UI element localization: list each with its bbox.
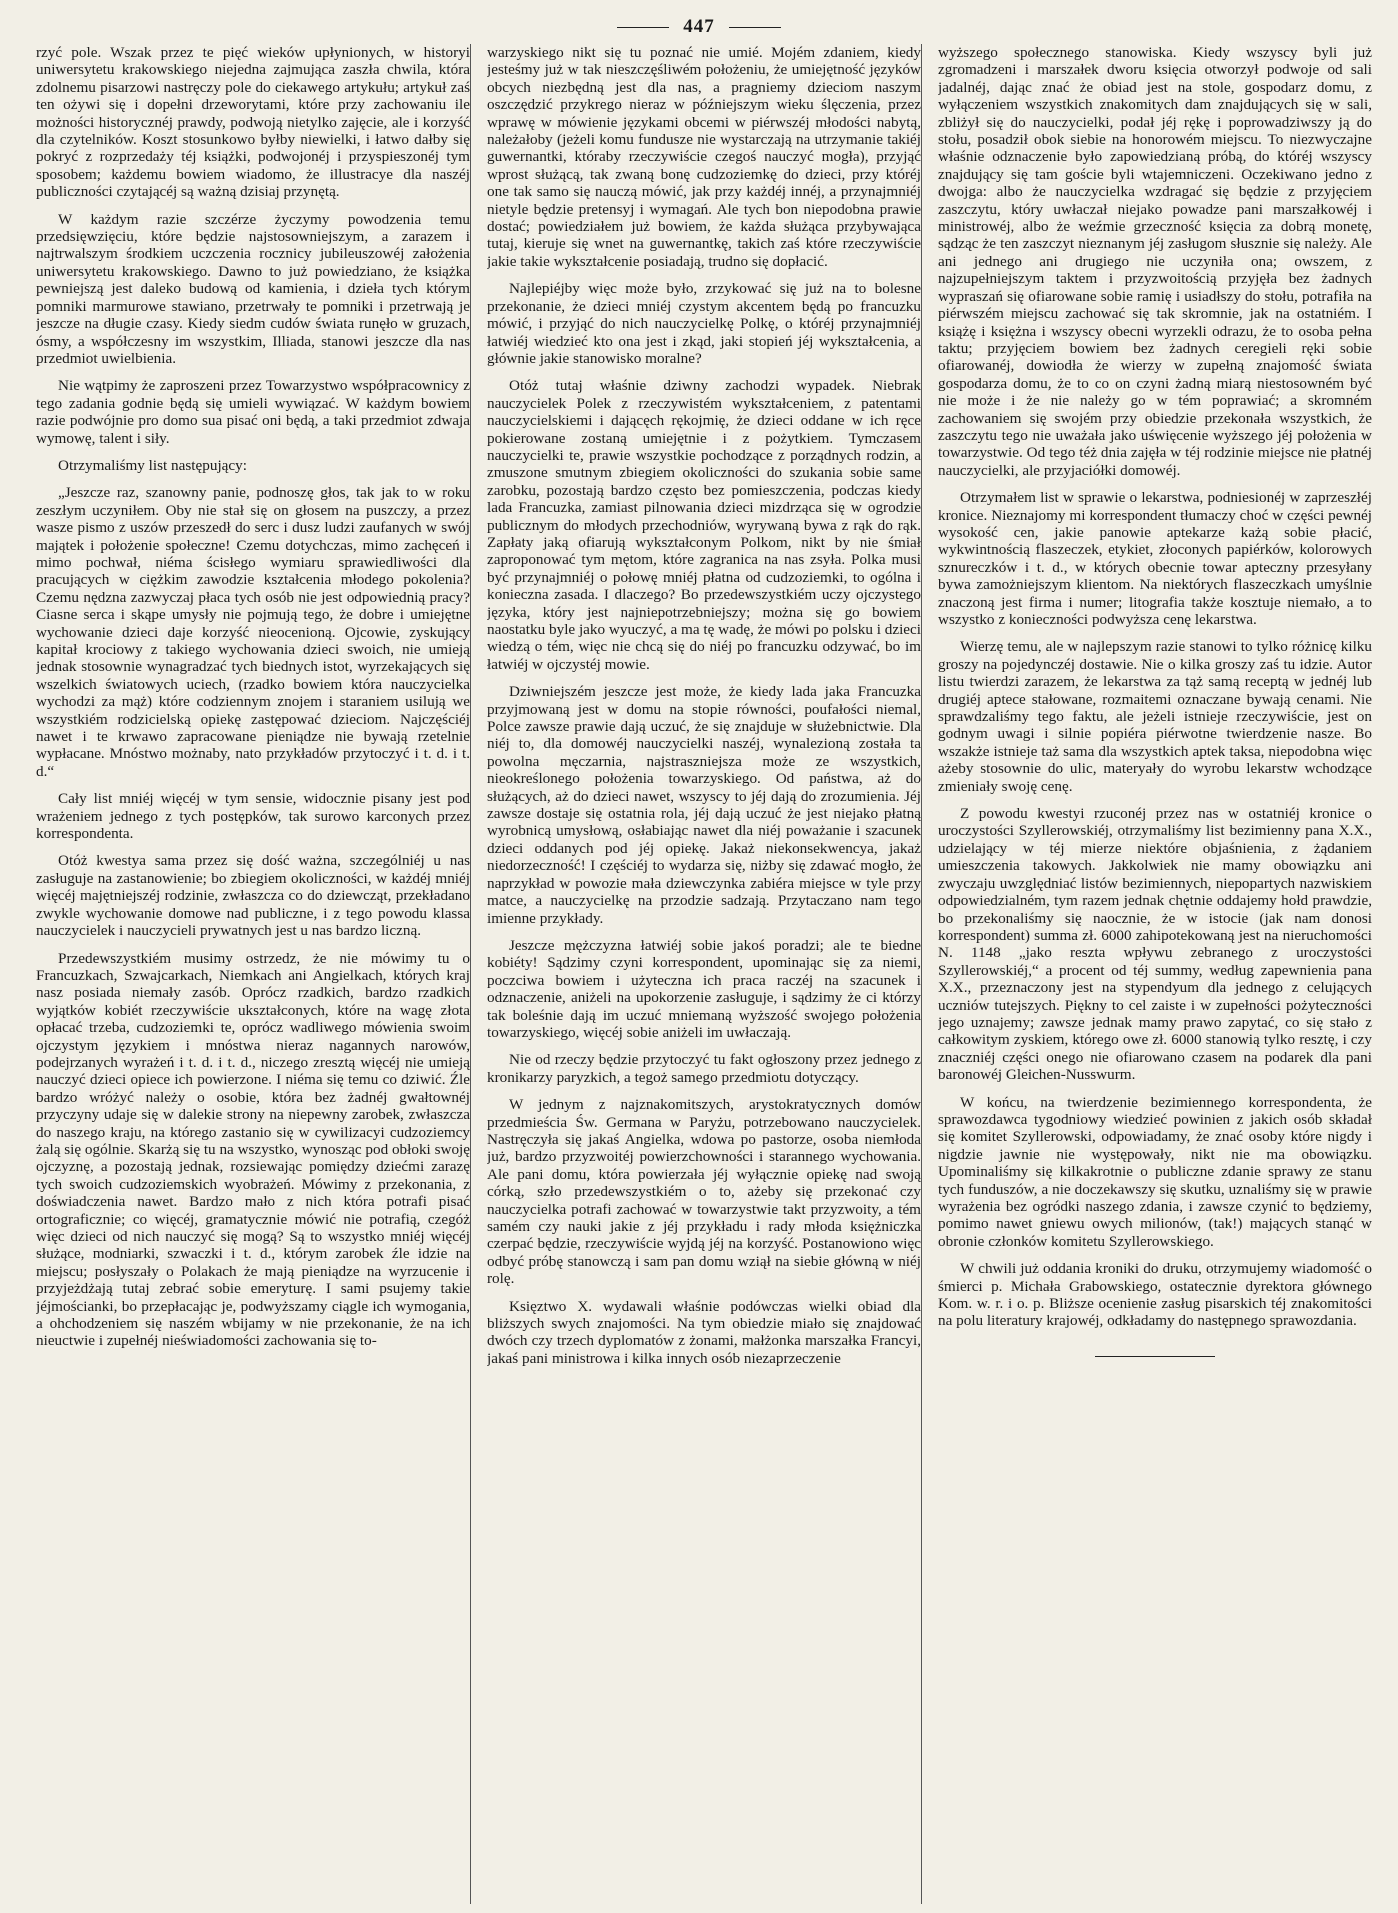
header-rule-left: [617, 27, 669, 28]
paragraph: Nie od rzeczy będzie przytoczyć tu fakt ogłoszony przez jednego z kronikarzy paryzkich, a tegoż samego przedmiotu dotyczący.: [487, 1051, 921, 1086]
paragraph: wyższego społecznego stanowiska. Kiedy wszyscy byli już zgromadzeni i marszałek dworu księcia otworzył podwoje od sali jadalnéj, dając znać że obiad jest na stole, gospodarz domu, z wyłączeniem wszystkich znakomitych dam znajdujących się w sali, zbliżył się do nauczycielki, podał jéj rękę i poprowadziwszy ją do stołu, posadził obok siebie na honorowém miejscu. To niezwyczajne właśnie odznaczenie było zapowiedzianą próbą, do któréj wszyscy znajdujący się tam goście byli wtajemniczeni. Oczekiwano jedno z dwojga: albo że nauczycielka wzdragać się będzie z przyjęciem zaszczytu, który uwłaczał niejako powadze pani marszałkowéj i ministrowéj, albo że weźmie grzeczność księcia za dobrą monetę, sądząc że ten zaszczyt nieznanym jéj zasługom słusznie się należy. Ale ani jednego ani drugiego nie uczyniła ona; owszem, z najzupełniejszym taktem i przyzwoitością przyjęła bez żadnych wypraszań się ofiarowane sobie ramię i usiadłszy do stołu, potrafiła na piérwszém miejscu zachować się tak skromnie, jak na ostatniém. I książę i księżna i wszyscy obecni wyrzekli odrazu, że to osoba pełna taktu; przyjęciem bowiem bez żadnych ceregieli ręki sobie ofiarowanéj, dowiodła że wierzy w zupełną znajomość świata gospodarza domu, że to co on czyni żadną miarą niestosowném być nie może i że nie należy go w tém poprawiać; a skromném zachowaniem się swojém przy obiedzie przekonała wszystkich, że zaszczytu tego nie uważała jako uświęcenie wyższego jéj położenia w towarzystwie. Od tego téż dnia zajęła w téj rodzinie miejsce nie płatnéj nauczycielki, ale przyjaciółki domowéj.: [938, 44, 1372, 479]
paragraph: W każdym razie szczérze życzymy powodzenia temu przedsięwzięciu, które będzie najstosowniejszym, a zarazem i najtrwalszym środkiem uczczenia rocznicy jubileuszowéj założenia uniwersytetu krakowskiego. Dawno to już powiedziano, że książka pewniejszą jest daleko budową od kamienia, i dzieła tych którym pomniki marmurowe stawiano, przetrwały te pomniki i przetrwają je jeszcze na długie czasy. Kiedy siedm cudów świata runęło w gruzach, ósmy, a współczesny im wszystkim, Illiada, stanowi jeszcze dla nas przedmiot uwielbienia.: [36, 210, 470, 367]
paragraph: Dziwniejszém jeszcze jest może, że kiedy lada jaka Francuzka przyjmowaną jest w domu na stopie równości, poufałości niemal, Polce zawsze prawie dają uczuć, że się znajduje w służebnictwie. Dla niéj to, dla domowéj nauczycielki naszéj, wynalezioną została ta powolna męczarnia, najstraszniejsza może ze wszystkich, nieokreślonego położenia towarzyskiego. Od państwa, aż do służących, aż do dzieci nawet, wszyscy to jéj dają do zrozumienia. Jéj zawsze dostaje się ostatnia rola, jéj dają uczuć że jest niejako płatną wyrobnicą umysłową, osłabiając nawet dla niéj poważanie i szacunek dzieci oddanych pod jéj opiekę. Jakaż niekonsekwencya, jakaż niedorzeczność! I częściéj to wydarza się, niżby się zdawać mogło, że naprzykład w powozie mała dziewczynka zabiéra miejsce w tyle przy matce, a nauczycielkę na przodzie sadzają. Przytaczano nam tego imienne przykłady.: [487, 683, 921, 927]
paragraph: Otrzymaliśmy list następujący:: [58, 456, 247, 474]
paragraph: W chwili już oddania kroniki do druku, otrzymujemy wiadomość o śmierci p. Michała Grabowskiego, ostatecznie dyrektora głównego Kom. w. r. i o. p. Bliższe ocenienie zasług pisarskich téj znakomitości na polu literatury krajowéj, odkładamy do następnego sprawozdania.: [938, 1260, 1372, 1330]
end-rule: [1095, 1356, 1215, 1357]
paragraph: Wierzę temu, ale w najlepszym razie stanowi to tylko różnicę kilku groszy na pojedynczéj dostawie. Nie o kilka groszy zaś tu idzie. Autor listu twierdzi zarazem, że lekarstwa za tąż samą receptą w jednéj lub drugiéj aptece stałowane, rozmaitemi oznaczane bywają cenami. Nie sprawdzaliśmy tego faktu, ale jeżeli istnieje rzeczywiście, jest on godnym uwagi i silnie popiéra piérwotne twierdzenie nasze. Bo wszakże istnieje taż sama dla wszystkich aptek taksa, niepodobna więc ażeby stosownie do ulic, materyały do wyrobu lekarstw wchodzące zmieniały swoję cenę.: [938, 638, 1372, 795]
paragraph: Księztwo X. wydawali właśnie podówczas wielki obiad dla bliższych swych znajomości. Na tym obiedzie miało się znajdować dwóch czy trzech dyplomatów z żonami, małżonka marszałka Francyi, jakaś pani ministrowa i kilka innych osób niezaprzeczenie: [487, 1297, 921, 1367]
text-columns: [36, 44, 1372, 1904]
paragraph: rzyć pole. Wszak przez te pięć wieków upłynionych, w historyi uniwersytetu krakowskiego niejedna zajmująca zaszła chwila, która zdolnemu pisarzowi nastręczy pole do ciekawego artykułu; artykuł zaś ten ożywi się i dopełni drzeworytami, które przy zachowaniu ile możności historycznéj prawdy, podwoją nietylko zajęcie, ale i korzyść dla czytelników. Koszt stosunkowo byłby niewielki, i łatwo dałby się pokryć z rozprzedaży téj książki, podwojonéj i przyspieszonéj tym sposobem; każdemu bowiem wiadomo, że illustracye dla naszéj publiczności czytającéj są ważną dzisiaj przynętą.: [36, 44, 470, 201]
header-rule-right: [729, 27, 781, 28]
paragraph: Najlepiéjby więc może było, zrzykować się już na to bolesne przekonanie, że dzieci mniéj czystym akcentem będą po francuzku mówić, i przyjąć do nich nauczycielkę Polkę, o któréj przynajmniéj łatwiéj wiedzieć kto ona jest i zkąd, jaki stopień jéj wykształcenia, a głównie jakie stanowisko moralne?: [487, 280, 921, 367]
column-2: [487, 44, 921, 1904]
quoted-letter: „Jeszcze raz, szanowny panie, podnoszę głos, tak jak to w roku zeszłym uczyniłem. Oby nie stał się on głosem na puszczy, a przez wasze pismo z uszów przeszedł do serc i dusz ludzi zaufanych w swój majątek i położenie społeczne! Czemu dotychczas, mimo zachęceń i mimo pochwał, niéma ścisłego wymiaru sprawiedliwości dla pracujących w ciężkim zawodzie kształcenia młodego pokolenia? Czemu nędzna zazwyczaj płaca tych osób nie jest odpowiednią pracy? Ciasne serca i skąpe umysły nie pojmują tego, że dobre i umiejętne wychowanie dzieci daje korzyść nieocenioną. Ojcowie, zyskujący kapitał krociowy z takiego wychowania dzieci swoich, nie umieją jednak stosownie wynagradzać tych biednych istot, wyrzekających się wszelkich światowych uciech, (rzadko bowiem która nauczycielka wychodzi za mąż) które codziennym znojem i staraniem usilują we wszystkiém rodzicielską opiekę zastępować dzieciom. Najczęściéj nawet i te krwawo zapracowane pieniądze nie bywają rzetelnie wypłacane. Mnóstwo możnaby, nato przykładów przytoczyć i t. d. i t. d.“: [36, 484, 470, 780]
column-1: [36, 44, 470, 1904]
page-header: [0, 12, 1398, 42]
paragraph: warzyskiego nikt się tu poznać nie umié. Mojém zdaniem, kiedy jesteśmy już w tak nieszczęśliwém położeniu, że umiejętność języków obcych niezbędną jest dla nas, a pragniemy dzieciom naszym oszczędzić przykrego nieraz w późniejszym wieku ślęczenia, przez wprawę w mówienie językami obcemi w piérwszéj młodości nabytą, należałoby (jeżeli komu fundusze nie wystarczają na utrzymanie takiéj guwernantki, któraby rzeczywiście czegoś nauczyć mogła), przyjąć wprost służącą, tak zwaną bonę cudzoziemkę do dzieci, przy któréj one tak samo się nauczą mówić, jak przy każdéj innéj, a przynajmniéj nietyle będzie pretensyj i wymagań. Ale tych bon niepodobna prawie dostać; powiedziałem już bowiem, że każda służąca przybywająca tutaj, kieruje się wnet na guwernantkę, takich zaś które rzeczywiście jakie takie wykształcenie posiadają, trudno się dopłacić.: [487, 44, 921, 270]
paragraph: W końcu, na twierdzenie bezimiennego korrespondenta, że sprawozdawca tygodniowy wiedzieć powinien z jakich osób składał się komitet Szyllerowski, odpowiadamy, że znać osoby które nigdy i nigdzie jawnie nie występowały, nikt nie ma obowiązku. Upominaliśmy się kilkakrotnie o publiczne zdanie sprawy ze stanu tych funduszów, a nie doczekawszy się skutku, uznaliśmy się w prawie wyrażenia bez ogródki naszego zdania, i zawsze czynić to będziemy, pomimo nawet gniewu owych milionów, (tak!) mających stanąć w obronie członków komitetu Szyllerowskiego.: [938, 1093, 1372, 1250]
paragraph: Jeszcze mężczyzna łatwiéj sobie jakoś poradzi; ale te biedne kobiéty! Sądzimy czyni korrespondent, upominając się za niemi, poczciwa bowiem i użyteczna ich praca raczéj na szacunek i odznaczenie, aniżeli na upokorzenie zasługuje, i sądzimy że ci którzy tak boleśnie dają im uczuć mniemaną wyższość swojego położenia towarzyskiego, więcéj sobie aniżeli im uwłaczają.: [487, 936, 921, 1041]
paragraph: Z powodu kwestyi rzuconéj przez nas w ostatniéj kronice o uroczystości Szyllerowskiéj, otrzymaliśmy list bezimienny pana X.X., udzielający w téj mierze niektóre objaśnienia, z żądaniem umieszczenia takowych. Jakkolwiek nie mamy obowiązku ani zwyczaju uwzględniać listów bezimiennych, niepopartych nazwiskiem odpowiedzialném, tym razem jednak chętnie oddajemy hołd prawdzie, bo przekonaliśmy się naocznie, że w istocie (jak nam donosi korrespondent) summa zł. 6000 zahipotekowaną jest na nieruchomości N. 1148 „jako reszta wpływu zebranego z uroczystości Szyllerowskiéj,“ a procent od téj summy, według zapewnienia pana X.X., przeznaczony jest na stypendyum dla jednego z celujących uczniów tutejszych. Piękny to cel zaiste i w zupełności pożyteczności jego uznajemy; zawsze jednak mamy prawo zapytać, co się stało z całkowitym zyskiem, którego owe zł. 6000 stanowią tylko resztę, i czy znaczniéj części onego nie ofiarowano czasem na podarek dla pani baronowéj Gleichen-Nusswurm.: [938, 805, 1372, 1084]
paragraph: Otóż kwestya sama przez się dość ważna, szczególniéj u nas zasługuje na zastanowienie; bo zbiegiem okoliczności, w każdéj mniéj więcéj majętniejszéj rodzinie, zwłaszcza co do dziewcząt, przekładano zwykle wychowanie domowe nad publiczne, i z tego powodu klassa nauczycielek i nauczycieli prywatnych jest u nas bardzo liczną.: [36, 852, 470, 940]
paragraph: Cały list mniéj więcéj w tym sensie, widocznie pisany jest pod wrażeniem jednego z tych postępków, tak surowo karconych przez korrespondenta.: [36, 790, 470, 843]
page-number: 447: [683, 16, 715, 37]
paragraph: Otrzymałem list w sprawie o lekarstwa, podniesionéj w zaprzeszłéj kronice. Nieznajomy mi korrespondent tłumaczy choć w części pewnéj wysokość cen, jakie panowie aptekarze każą sobie płacić, wykwintnością flaszeczek, etykiet, złoconych papiérków, kolorowych sznureczków i t. d., w których obecnie towar apteczny przesyłany bywa zamożniejszym klientom. Na niektórych flaszeczkach umyślnie znaczoną jest firma i numer; litografia także kosztuje niemało, a to wszystko z konieczności podwyższa cenę lekarstwa.: [938, 489, 1372, 628]
paragraph: Otóż tutaj właśnie dziwny zachodzi wypadek. Niebrak nauczycielek Polek z rzeczywistém wykształceniem, z patentami nauczycielskiemi i dającęch rękojmię, że dzieci oddane w ich ręce pokierowane zostaną umiejętnie i z pożytkiem. Tymczasem nauczycielki te, prawie wszystkie pochodzące z porządnych rodzin, a zmuszone smutnym zbiegiem okoliczności do szukania sobie same zarobku, pozostają bardzo często bez pomieszczenia, podczas kiedy lada Francuzka, zamiast pilnowania dzieci mizdrząca się w ogrodzie publicznym do młodych przechodniów, wyrywaną bywa z rąk do rąk. Zapłaty jaką ofiarują wykształconym Polkom, nikt by nie śmiał zaproponować tym mętom, które zagranica na nas zsyła. Polka musi być przynajmniéj o połowę mniéj płatna od cudzoziemki, to ogólna i konieczna zasada. I dlaczego? Bo przedewszystkiém uczy ojczystego języka, który jest najniepotrzebniejszy; można się go bowiem naostatku byle jako wyuczyć, a ma tę wadę, że mówi po polsku i dzieci wiedzą o tém, więc nie chcą się do niéj po francuzku odzywać, bo im łatwiéj w ojczystéj mowie.: [487, 377, 921, 673]
paragraph: Nie wątpimy że zaproszeni przez Towarzystwo współpracownicy z tego zadania godnie będą się umieli wywiązać. W każdym bowiem razie podwójnie pro domo sua pisać oni będą, a taki przedmiot zdwaja wymowę, talent i siły.: [36, 377, 470, 447]
paragraph: Przedewszystkiém musimy ostrzedz, że nie mówimy tu o Francuzkach, Szwajcarkach, Niemkach ani Angielkach, których kraj nasz posiada niemały zasób. Oprócz rzadkich, bardzo rzadkich wyjątków kobiét rzeczywiście ukształconych, które na wagę złota opłacać trzeba, cudzoziemki te, oprócz wadliwego mówienia swoim ojczystym językiem i mnóstwa nieraz nagannych narowów, podejrzanych wyrażeń i t. d. i t. d., niczego zresztą więcéj nie umieją nauczyć dzieci opiece ich powierzone. I niéma się temu co dziwić. Źle bardzo wróżyć należy o osobie, która bez żadnéj gwałtownéj przyczyny udaje się w dalekie strony na niepewny zarobek, zwłaszcza do naszego kraju, na którego zastanio się w cywilizacyi cudzoziemcy żalą się ogólnie. Skarżą się tu na wszystko, wynosząc pod obłoki swoję ojczyznę, a pozostają jednak, rozsiewając pomiędzy dziećmi zarazę tych swoich cudzoziemskich wyobrażeń. Mówimy z przekonania, z doświadczenia nawet. Bardzo mało z nich która potrafi pisać ortograficznie; co więcéj, gramatycznie mówić nie potrafią, czegóż więc dzieci od nich nauczyć się mogą? Są to wszystko mniéj więcéj służące, modniarki, szwaczki i t. d., którym zarobek źle idzie na miejscu; posłyszały o Polakach że mają pieniądze na wyrzucenie i przyjeżdżają tutaj zebrać sobie emeryturę. I sami psujemy takie jéjmościanki, bo przepłacając je, podwyższamy ciągle ich wymogania, a ohchodzeniem się naszém wbijamy w nie przekonanie, że na ich nieuctwie i zupełnéj nieświadomości zachowania się to-: [36, 949, 470, 1350]
column-3: [938, 44, 1372, 1904]
paragraph: W jednym z najznakomitszych, arystokratycznych domów przedmieścia Św. Germana w Paryżu, potrzebowano nauczycielek. Nastręczyła się jakaś Angielka, wdowa po pastorze, osoba niemłoda już, bardzo przyzwoitéj powierzchowności i starannego wychowania. Ale pani domu, która powierzała jéj wyłącznie opiekę nad swoją córką, szło przedewszystkiém o to, ażeby się przekonać czy nauczycielka potrafi zachować w towarzystwie takt przyzwoity, a tém samém czy nauki jakie z jéj przykładu i rady młoda księżniczka czerpać będzie, rzeczywiście wyjdą jéj na korzyść. Postanowiono więc odbyć próbę stanowczą i sam pan domu wziął na siebie główną w niéj rolę.: [487, 1096, 921, 1288]
